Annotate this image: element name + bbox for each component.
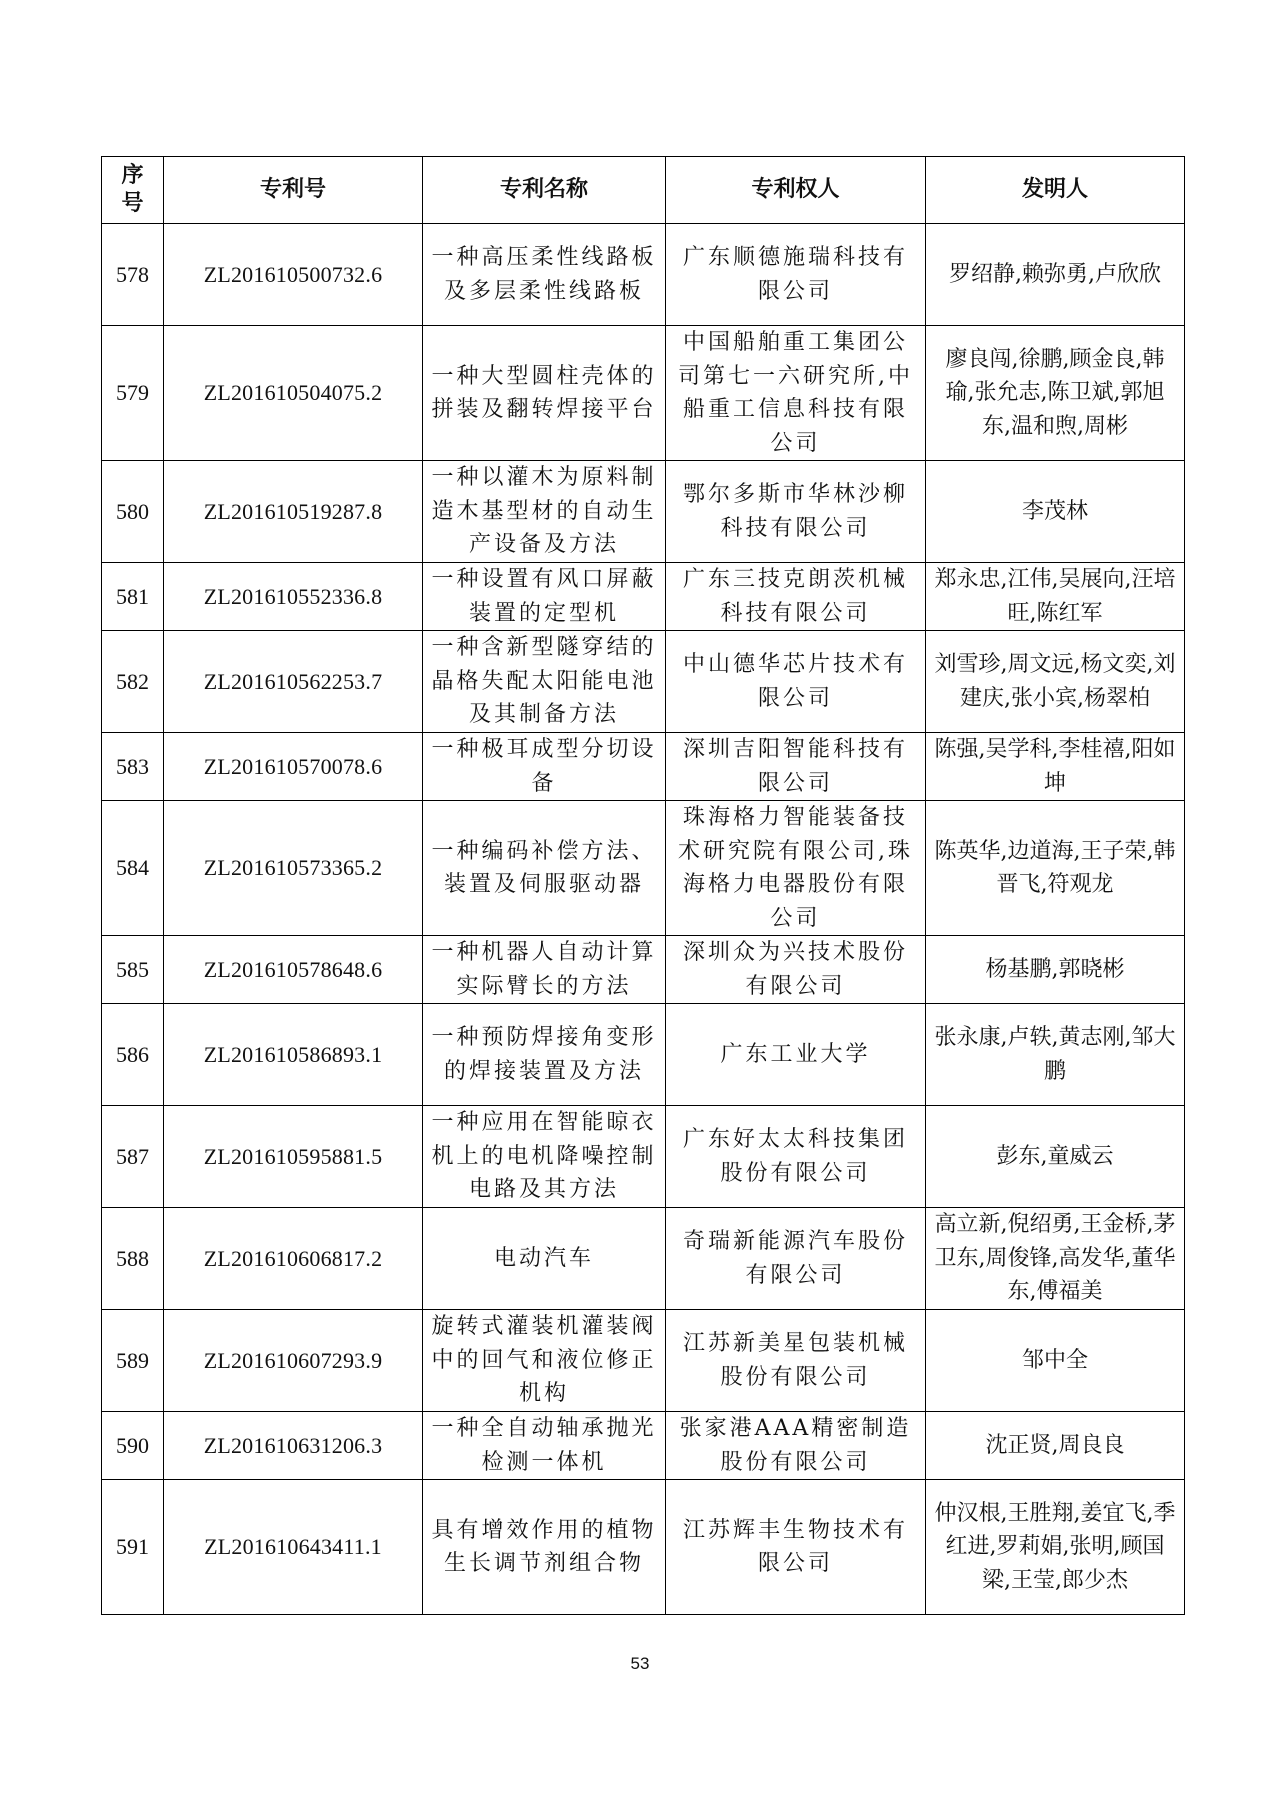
row-patent-name: 旋转式灌装机灌装阀中的回气和液位修正机构 (423, 1310, 666, 1412)
row-inventor: 罗绍静,赖弥勇,卢欣欣 (926, 224, 1185, 326)
row-serial: 586 (102, 1004, 164, 1106)
row-owner: 深圳吉阳智能科技有限公司 (666, 733, 926, 801)
row-serial: 580 (102, 461, 164, 563)
row-serial: 583 (102, 733, 164, 801)
row-patent-number: ZL201610562253.7 (164, 631, 423, 733)
row-patent-number: ZL201610607293.9 (164, 1310, 423, 1412)
row-serial: 588 (102, 1208, 164, 1310)
row-serial: 589 (102, 1310, 164, 1412)
row-patent-name: 一种全自动轴承抛光检测一体机 (423, 1412, 666, 1480)
row-owner: 广东三技克朗茨机械科技有限公司 (666, 563, 926, 631)
row-inventor: 李茂林 (926, 461, 1185, 563)
row-patent-number: ZL201610500732.6 (164, 224, 423, 326)
row-serial: 590 (102, 1412, 164, 1480)
page-number: 53 (630, 1654, 650, 1673)
row-serial: 584 (102, 801, 164, 936)
table-row (102, 936, 1185, 1004)
row-owner: 张家港AAA精密制造股份有限公司 (666, 1412, 926, 1480)
header-patent-owner: 专利权人 (666, 157, 926, 224)
row-serial: 579 (102, 326, 164, 461)
header-serial: 序号 (102, 157, 164, 224)
header-patent-number: 专利号 (164, 157, 423, 224)
row-inventor: 刘雪珍,周文远,杨文奕,刘建庆,张小宾,杨翠柏 (926, 631, 1185, 733)
patent-table (101, 156, 1185, 1615)
row-patent-number: ZL201610504075.2 (164, 326, 423, 461)
row-patent-name: 一种极耳成型分切设备 (423, 733, 666, 801)
row-patent-name: 一种高压柔性线路板及多层柔性线路板 (423, 224, 666, 326)
row-serial: 578 (102, 224, 164, 326)
table-row (102, 1106, 1185, 1208)
table-row (102, 461, 1185, 563)
row-patent-number: ZL201610586893.1 (164, 1004, 423, 1106)
row-serial: 581 (102, 563, 164, 631)
row-patent-name: 一种设置有风口屏蔽装置的定型机 (423, 563, 666, 631)
row-inventor: 郑永忠,江伟,吴展向,汪培旺,陈红军 (926, 563, 1185, 631)
row-patent-name: 一种含新型隧穿结的晶格失配太阳能电池及其制备方法 (423, 631, 666, 733)
row-serial: 587 (102, 1106, 164, 1208)
row-inventor: 邹中全 (926, 1310, 1185, 1412)
row-owner: 鄂尔多斯市华林沙柳科技有限公司 (666, 461, 926, 563)
row-inventor: 高立新,倪绍勇,王金桥,茅卫东,周俊锋,高发华,董华东,傅福美 (926, 1208, 1185, 1310)
table-row (102, 563, 1185, 631)
row-patent-number: ZL201610552336.8 (164, 563, 423, 631)
header-row (102, 157, 1185, 224)
row-inventor: 杨基鹏,郭晓彬 (926, 936, 1185, 1004)
row-patent-name: 一种预防焊接角变形的焊接装置及方法 (423, 1004, 666, 1106)
row-owner: 广东好太太科技集团股份有限公司 (666, 1106, 926, 1208)
table-row (102, 326, 1185, 461)
header-patent-name: 专利名称 (423, 157, 666, 224)
row-serial: 591 (102, 1480, 164, 1615)
row-inventor: 彭东,童威云 (926, 1106, 1185, 1208)
row-patent-number: ZL201610643411.1 (164, 1480, 423, 1615)
row-patent-name: 具有增效作用的植物生长调节剂组合物 (423, 1480, 666, 1615)
row-serial: 582 (102, 631, 164, 733)
row-patent-number: ZL201610606817.2 (164, 1208, 423, 1310)
row-inventor: 沈正贤,周良良 (926, 1412, 1185, 1480)
row-owner: 珠海格力智能装备技术研究院有限公司,珠海格力电器股份有限公司 (666, 801, 926, 936)
table-row (102, 733, 1185, 801)
table-row (102, 801, 1185, 936)
row-owner: 江苏辉丰生物技术有限公司 (666, 1480, 926, 1615)
row-owner: 广东顺德施瑞科技有限公司 (666, 224, 926, 326)
row-patent-number: ZL201610570078.6 (164, 733, 423, 801)
row-patent-name: 一种应用在智能晾衣机上的电机降噪控制电路及其方法 (423, 1106, 666, 1208)
row-patent-number: ZL201610578648.6 (164, 936, 423, 1004)
table-row (102, 1480, 1185, 1615)
row-patent-name: 一种以灌木为原料制造木基型材的自动生产设备及方法 (423, 461, 666, 563)
table-row (102, 1004, 1185, 1106)
row-patent-number: ZL201610595881.5 (164, 1106, 423, 1208)
row-patent-number: ZL201610573365.2 (164, 801, 423, 936)
row-owner: 深圳众为兴技术股份有限公司 (666, 936, 926, 1004)
table-row (102, 1412, 1185, 1480)
row-inventor: 陈强,吴学科,李桂禧,阳如坤 (926, 733, 1185, 801)
row-owner: 中山德华芯片技术有限公司 (666, 631, 926, 733)
row-patent-name: 一种大型圆柱壳体的拼装及翻转焊接平台 (423, 326, 666, 461)
row-patent-name: 电动汽车 (423, 1208, 666, 1310)
row-owner: 广东工业大学 (666, 1004, 926, 1106)
table-row (102, 1310, 1185, 1412)
table-row (102, 631, 1185, 733)
row-inventor: 仲汉根,王胜翔,姜宜飞,季红进,罗莉娟,张明,顾国梁,王莹,郎少杰 (926, 1480, 1185, 1615)
row-patent-number: ZL201610631206.3 (164, 1412, 423, 1480)
row-patent-number: ZL201610519287.8 (164, 461, 423, 563)
row-owner: 奇瑞新能源汽车股份有限公司 (666, 1208, 926, 1310)
row-patent-name: 一种机器人自动计算实际臂长的方法 (423, 936, 666, 1004)
table-row (102, 224, 1185, 326)
row-inventor: 廖良闯,徐鹏,顾金良,韩瑜,张允志,陈卫斌,郭旭东,温和煦,周彬 (926, 326, 1185, 461)
row-inventor: 张永康,卢轶,黄志刚,邹大鹏 (926, 1004, 1185, 1106)
row-serial: 585 (102, 936, 164, 1004)
row-inventor: 陈英华,边道海,王子荣,韩晋飞,符观龙 (926, 801, 1185, 936)
row-owner: 江苏新美星包装机械股份有限公司 (666, 1310, 926, 1412)
header-inventor: 发明人 (926, 157, 1185, 224)
row-owner: 中国船舶重工集团公司第七一六研究所,中船重工信息科技有限公司 (666, 326, 926, 461)
row-patent-name: 一种编码补偿方法、装置及伺服驱动器 (423, 801, 666, 936)
table-row (102, 1208, 1185, 1310)
